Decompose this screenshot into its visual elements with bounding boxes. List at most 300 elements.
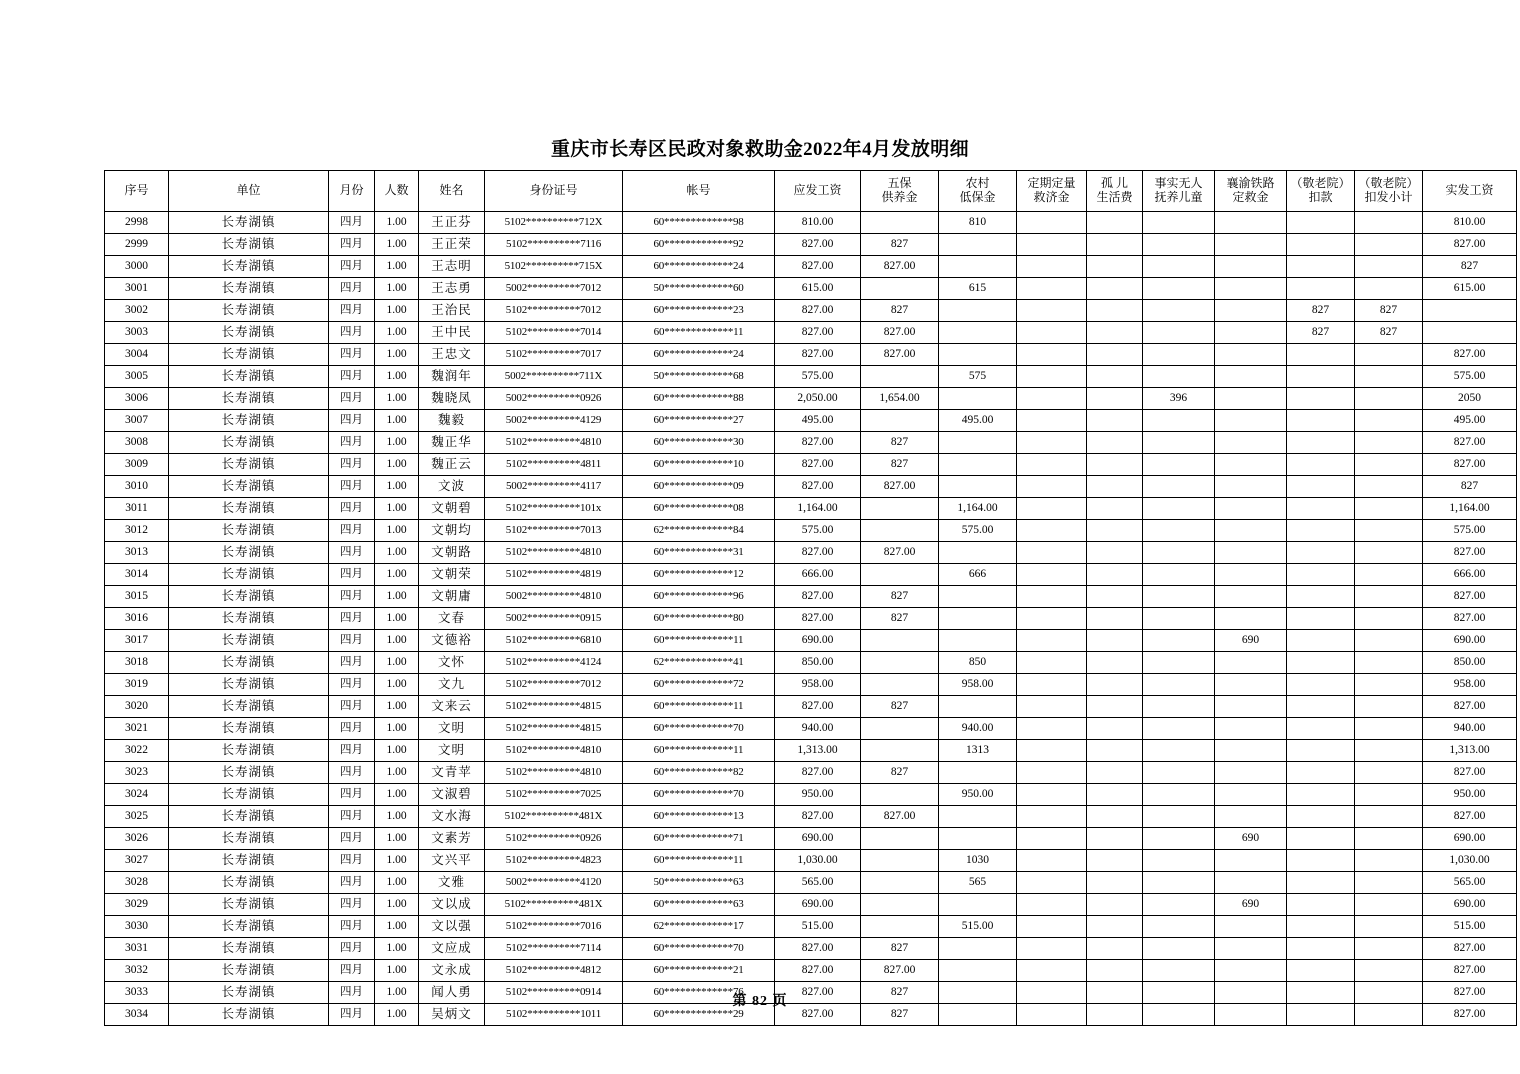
table-cell: 3007 bbox=[105, 410, 169, 432]
table-cell bbox=[939, 454, 1017, 476]
table-cell bbox=[1143, 828, 1215, 850]
table-cell: 四月 bbox=[329, 630, 375, 652]
table-cell: 3002 bbox=[105, 300, 169, 322]
table-cell: 60*************12 bbox=[623, 564, 775, 586]
table-cell bbox=[939, 344, 1017, 366]
table-row bbox=[105, 718, 1517, 740]
table-cell: 长寿湖镇 bbox=[169, 740, 329, 762]
table-cell: 1.00 bbox=[375, 872, 419, 894]
table-cell bbox=[1017, 476, 1087, 498]
table-cell: 四月 bbox=[329, 806, 375, 828]
table-cell bbox=[861, 366, 939, 388]
table-row bbox=[105, 938, 1517, 960]
table-cell bbox=[1143, 674, 1215, 696]
table-cell: 62*************41 bbox=[623, 652, 775, 674]
table-cell: 长寿湖镇 bbox=[169, 630, 329, 652]
table-cell: 827.00 bbox=[775, 322, 861, 344]
table-cell bbox=[1087, 850, 1143, 872]
table-cell: 5102**********4812 bbox=[485, 960, 623, 982]
table-cell: 690.00 bbox=[775, 828, 861, 850]
column-header-2 bbox=[329, 171, 375, 212]
table-cell: 1.00 bbox=[375, 784, 419, 806]
table-cell: 1,164.00 bbox=[939, 498, 1017, 520]
table-cell: 3015 bbox=[105, 586, 169, 608]
table-cell bbox=[1287, 586, 1355, 608]
table-cell bbox=[1087, 278, 1143, 300]
table-cell bbox=[1355, 212, 1423, 234]
table-cell: 60*************23 bbox=[623, 300, 775, 322]
table-cell: 魏晓凤 bbox=[419, 388, 485, 410]
table-cell bbox=[1017, 608, 1087, 630]
table-cell: 60*************80 bbox=[623, 608, 775, 630]
table-cell: 60*************11 bbox=[623, 322, 775, 344]
table-cell bbox=[861, 410, 939, 432]
table-cell: 1.00 bbox=[375, 410, 419, 432]
table-cell: 5102**********7014 bbox=[485, 322, 623, 344]
table-cell: 396 bbox=[1143, 388, 1215, 410]
table-cell bbox=[1287, 256, 1355, 278]
table-cell: 2999 bbox=[105, 234, 169, 256]
table-cell: 5102**********4810 bbox=[485, 542, 623, 564]
table-cell bbox=[1143, 366, 1215, 388]
table-cell bbox=[1143, 300, 1215, 322]
table-cell bbox=[1087, 784, 1143, 806]
table-cell bbox=[1215, 608, 1287, 630]
table-cell bbox=[1215, 476, 1287, 498]
table-cell: 3004 bbox=[105, 344, 169, 366]
table-cell bbox=[1355, 256, 1423, 278]
column-header-7 bbox=[775, 171, 861, 212]
table-cell: 四月 bbox=[329, 960, 375, 982]
table-cell: 3009 bbox=[105, 454, 169, 476]
table-cell: 827 bbox=[1287, 300, 1355, 322]
table-cell bbox=[939, 300, 1017, 322]
table-cell bbox=[939, 894, 1017, 916]
table-cell: 四月 bbox=[329, 388, 375, 410]
table-cell: 60*************24 bbox=[623, 256, 775, 278]
table-cell: 827.00 bbox=[775, 696, 861, 718]
table-cell bbox=[1287, 938, 1355, 960]
table-cell: 60*************21 bbox=[623, 960, 775, 982]
table-cell: 长寿湖镇 bbox=[169, 850, 329, 872]
table-cell: 文青苹 bbox=[419, 762, 485, 784]
table-cell: 5002**********711X bbox=[485, 366, 623, 388]
table-row bbox=[105, 762, 1517, 784]
table-cell: 3010 bbox=[105, 476, 169, 498]
table-cell: 690 bbox=[1215, 630, 1287, 652]
table-cell: 827.00 bbox=[861, 806, 939, 828]
table-cell bbox=[1355, 366, 1423, 388]
table-cell bbox=[1215, 674, 1287, 696]
table-cell: 文素芳 bbox=[419, 828, 485, 850]
table-cell bbox=[1017, 586, 1087, 608]
table-cell: 1.00 bbox=[375, 344, 419, 366]
table-cell: 四月 bbox=[329, 256, 375, 278]
table-cell: 文以强 bbox=[419, 916, 485, 938]
table-cell: 5102**********4815 bbox=[485, 718, 623, 740]
table-cell: 四月 bbox=[329, 828, 375, 850]
table-cell: 5102**********4810 bbox=[485, 432, 623, 454]
table-cell bbox=[861, 674, 939, 696]
table-cell: 827 bbox=[1355, 300, 1423, 322]
table-cell: 5102**********4823 bbox=[485, 850, 623, 872]
table-cell: 850 bbox=[939, 652, 1017, 674]
column-header-line: 事实无人 bbox=[1154, 176, 1203, 191]
table-cell bbox=[1087, 630, 1143, 652]
table-cell: 1.00 bbox=[375, 586, 419, 608]
table-cell bbox=[1287, 894, 1355, 916]
table-cell: 1,654.00 bbox=[861, 388, 939, 410]
column-header-10 bbox=[1017, 171, 1087, 212]
table-cell: 827.00 bbox=[861, 960, 939, 982]
table-cell: 827 bbox=[1423, 476, 1517, 498]
table-cell: 575 bbox=[939, 366, 1017, 388]
table-cell: 60*************11 bbox=[623, 740, 775, 762]
table-cell bbox=[1017, 256, 1087, 278]
table-cell bbox=[1017, 938, 1087, 960]
table-cell: 魏正云 bbox=[419, 454, 485, 476]
table-cell: 3025 bbox=[105, 806, 169, 828]
table-cell: 5102**********4811 bbox=[485, 454, 623, 476]
table-cell: 2050 bbox=[1423, 388, 1517, 410]
column-header-line: 低保金 bbox=[959, 190, 996, 204]
table-row bbox=[105, 520, 1517, 542]
table-cell: 文永成 bbox=[419, 960, 485, 982]
table-cell bbox=[1087, 718, 1143, 740]
table-cell bbox=[939, 630, 1017, 652]
table-cell bbox=[1017, 696, 1087, 718]
table-cell: 827.00 bbox=[861, 322, 939, 344]
table-cell: 长寿湖镇 bbox=[169, 718, 329, 740]
table-cell bbox=[1355, 938, 1423, 960]
column-header-line: 应发工资 bbox=[793, 183, 842, 198]
table-cell bbox=[861, 278, 939, 300]
table-cell bbox=[1287, 762, 1355, 784]
table-cell: 王治民 bbox=[419, 300, 485, 322]
table-cell: 690.00 bbox=[1423, 630, 1517, 652]
table-cell: 魏毅 bbox=[419, 410, 485, 432]
table-cell: 王志勇 bbox=[419, 278, 485, 300]
table-cell bbox=[1087, 696, 1143, 718]
column-header-line: 帐号 bbox=[686, 183, 711, 198]
table-cell: 62*************17 bbox=[623, 916, 775, 938]
table-cell: 文波 bbox=[419, 476, 485, 498]
table-header bbox=[105, 171, 1517, 212]
table-cell: 文兴平 bbox=[419, 850, 485, 872]
table-cell: 60*************11 bbox=[623, 696, 775, 718]
table-cell: 5102**********7116 bbox=[485, 234, 623, 256]
table-row bbox=[105, 784, 1517, 806]
table-cell: 1.00 bbox=[375, 762, 419, 784]
table-cell bbox=[1087, 828, 1143, 850]
table-cell bbox=[1087, 498, 1143, 520]
table-cell bbox=[1143, 256, 1215, 278]
table-cell bbox=[1355, 960, 1423, 982]
table-cell: 四月 bbox=[329, 234, 375, 256]
table-row bbox=[105, 476, 1517, 498]
table-cell bbox=[1017, 498, 1087, 520]
table-cell: 5102**********4124 bbox=[485, 652, 623, 674]
table-cell: 1.00 bbox=[375, 476, 419, 498]
table-cell: 长寿湖镇 bbox=[169, 344, 329, 366]
table-cell bbox=[1355, 850, 1423, 872]
column-header-line: （敬老院） bbox=[1290, 176, 1351, 191]
column-header-line: 姓名 bbox=[439, 183, 464, 198]
table-cell bbox=[861, 850, 939, 872]
table-cell: 940.00 bbox=[939, 718, 1017, 740]
table-cell: 827 bbox=[861, 586, 939, 608]
table-cell: 1.00 bbox=[375, 234, 419, 256]
table-cell bbox=[1355, 740, 1423, 762]
column-header-line: 月份 bbox=[339, 183, 364, 198]
table-cell bbox=[1287, 608, 1355, 630]
table-cell: 1,164.00 bbox=[775, 498, 861, 520]
table-cell: 1.00 bbox=[375, 960, 419, 982]
table-cell: 690.00 bbox=[1423, 828, 1517, 850]
table-cell bbox=[939, 256, 1017, 278]
table-cell bbox=[939, 608, 1017, 630]
table-cell bbox=[861, 498, 939, 520]
table-cell bbox=[1215, 960, 1287, 982]
column-header-line: 襄渝铁路 bbox=[1226, 176, 1275, 191]
table-cell: 5002**********7012 bbox=[485, 278, 623, 300]
table-cell bbox=[939, 234, 1017, 256]
table-cell: 长寿湖镇 bbox=[169, 652, 329, 674]
table-cell bbox=[1287, 784, 1355, 806]
table-cell: 5102**********7013 bbox=[485, 520, 623, 542]
table-cell bbox=[1017, 322, 1087, 344]
table-cell: 长寿湖镇 bbox=[169, 806, 329, 828]
table-cell bbox=[1087, 234, 1143, 256]
table-cell: 3034 bbox=[105, 1004, 169, 1026]
table-cell: 1,164.00 bbox=[1423, 498, 1517, 520]
table-cell: 575.00 bbox=[775, 520, 861, 542]
table-cell: 827.00 bbox=[1423, 608, 1517, 630]
table-cell: 长寿湖镇 bbox=[169, 498, 329, 520]
table-cell: 827 bbox=[861, 762, 939, 784]
table-cell bbox=[1215, 234, 1287, 256]
table-row bbox=[105, 542, 1517, 564]
table-cell bbox=[1017, 542, 1087, 564]
table-cell bbox=[1355, 784, 1423, 806]
table-cell bbox=[939, 806, 1017, 828]
table-cell bbox=[1087, 410, 1143, 432]
table-cell: 长寿湖镇 bbox=[169, 366, 329, 388]
table-cell: 827.00 bbox=[775, 586, 861, 608]
table-cell: 827.00 bbox=[1423, 586, 1517, 608]
table-cell bbox=[1087, 564, 1143, 586]
table-cell: 1.00 bbox=[375, 1004, 419, 1026]
table-cell bbox=[939, 696, 1017, 718]
table-cell: 60*************24 bbox=[623, 344, 775, 366]
table-cell: 50*************68 bbox=[623, 366, 775, 388]
table-cell: 1,030.00 bbox=[775, 850, 861, 872]
table-cell bbox=[1087, 366, 1143, 388]
table-cell: 940.00 bbox=[775, 718, 861, 740]
table-cell bbox=[1017, 234, 1087, 256]
table-cell bbox=[1215, 212, 1287, 234]
table-cell bbox=[1287, 432, 1355, 454]
table-cell: 四月 bbox=[329, 872, 375, 894]
page-title: 重庆市长寿区民政对象救助金2022年4月发放明细 bbox=[550, 139, 970, 160]
table-cell: 827.00 bbox=[1423, 1004, 1517, 1026]
table-cell: 长寿湖镇 bbox=[169, 982, 329, 1004]
table-cell: 60*************09 bbox=[623, 476, 775, 498]
table-cell bbox=[1355, 344, 1423, 366]
table-cell bbox=[1287, 674, 1355, 696]
column-header-line: 供养金 bbox=[881, 190, 918, 204]
table-cell: 长寿湖镇 bbox=[169, 542, 329, 564]
table-cell bbox=[1017, 278, 1087, 300]
table-cell: 5102**********7016 bbox=[485, 916, 623, 938]
table-cell bbox=[1287, 696, 1355, 718]
table-row bbox=[105, 894, 1517, 916]
table-cell: 3026 bbox=[105, 828, 169, 850]
table-cell: 长寿湖镇 bbox=[169, 608, 329, 630]
table-row bbox=[105, 344, 1517, 366]
table-cell bbox=[1215, 850, 1287, 872]
table-cell bbox=[1287, 278, 1355, 300]
table-cell: 王正芬 bbox=[419, 212, 485, 234]
table-cell: 827.00 bbox=[1423, 454, 1517, 476]
table-cell: 1,313.00 bbox=[1423, 740, 1517, 762]
column-header-line: 五保 bbox=[887, 176, 912, 191]
table-cell: 1.00 bbox=[375, 938, 419, 960]
table-cell: 3011 bbox=[105, 498, 169, 520]
table-cell: 四月 bbox=[329, 674, 375, 696]
table-cell bbox=[1143, 454, 1215, 476]
table-cell: 827 bbox=[861, 300, 939, 322]
table-cell: 827.00 bbox=[775, 454, 861, 476]
table-cell: 60*************88 bbox=[623, 388, 775, 410]
table-cell bbox=[1143, 960, 1215, 982]
table-cell bbox=[1355, 410, 1423, 432]
table-cell bbox=[1355, 652, 1423, 674]
table-cell: 827 bbox=[861, 982, 939, 1004]
table-cell: 827.00 bbox=[1423, 542, 1517, 564]
table-cell: 690 bbox=[1215, 828, 1287, 850]
table-cell: 1.00 bbox=[375, 388, 419, 410]
table-cell: 5102**********4810 bbox=[485, 762, 623, 784]
table-cell bbox=[1017, 630, 1087, 652]
table-cell: 文应成 bbox=[419, 938, 485, 960]
table-cell: 495.00 bbox=[775, 410, 861, 432]
table-row bbox=[105, 652, 1517, 674]
table-cell: 四月 bbox=[329, 410, 375, 432]
table-cell: 810 bbox=[939, 212, 1017, 234]
table-cell: 850.00 bbox=[1423, 652, 1517, 674]
table-cell: 文以成 bbox=[419, 894, 485, 916]
table-cell: 3014 bbox=[105, 564, 169, 586]
table-cell: 长寿湖镇 bbox=[169, 256, 329, 278]
table-cell bbox=[1143, 212, 1215, 234]
table-cell bbox=[1287, 344, 1355, 366]
table-cell: 60*************30 bbox=[623, 432, 775, 454]
table-cell bbox=[1287, 652, 1355, 674]
table-cell: 827.00 bbox=[1423, 938, 1517, 960]
table-row bbox=[105, 322, 1517, 344]
table-cell bbox=[1087, 322, 1143, 344]
table-cell: 515.00 bbox=[775, 916, 861, 938]
table-cell bbox=[1087, 476, 1143, 498]
table-cell bbox=[1287, 476, 1355, 498]
table-cell bbox=[1087, 938, 1143, 960]
table-cell: 575.00 bbox=[1423, 366, 1517, 388]
column-header-11 bbox=[1087, 171, 1143, 212]
table-cell bbox=[1143, 234, 1215, 256]
table-cell bbox=[1355, 234, 1423, 256]
table-cell bbox=[1087, 212, 1143, 234]
table-cell: 827.00 bbox=[775, 806, 861, 828]
table-cell: 60*************70 bbox=[623, 784, 775, 806]
table-cell: 1.00 bbox=[375, 564, 419, 586]
table-row bbox=[105, 212, 1517, 234]
table-cell: 3000 bbox=[105, 256, 169, 278]
table-cell: 495.00 bbox=[939, 410, 1017, 432]
table-cell: 魏润年 bbox=[419, 366, 485, 388]
table-cell bbox=[1215, 454, 1287, 476]
payment-detail-table bbox=[104, 170, 1517, 1026]
column-header-8 bbox=[861, 171, 939, 212]
table-cell: 495.00 bbox=[1423, 410, 1517, 432]
table-cell: 四月 bbox=[329, 476, 375, 498]
table-cell bbox=[1215, 498, 1287, 520]
table-row bbox=[105, 872, 1517, 894]
table-cell: 文雅 bbox=[419, 872, 485, 894]
table-cell bbox=[1355, 432, 1423, 454]
table-cell: 615 bbox=[939, 278, 1017, 300]
table-cell bbox=[1087, 608, 1143, 630]
table-cell: 60*************70 bbox=[623, 718, 775, 740]
table-cell: 575.00 bbox=[775, 366, 861, 388]
table-row bbox=[105, 432, 1517, 454]
table-row bbox=[105, 388, 1517, 410]
table-cell bbox=[1087, 740, 1143, 762]
table-cell: 827.00 bbox=[775, 982, 861, 1004]
table-cell bbox=[1143, 718, 1215, 740]
table-cell bbox=[1143, 564, 1215, 586]
table-cell: 四月 bbox=[329, 322, 375, 344]
table-cell: 长寿湖镇 bbox=[169, 762, 329, 784]
table-cell bbox=[1215, 762, 1287, 784]
table-cell: 1.00 bbox=[375, 322, 419, 344]
table-cell: 5002**********0915 bbox=[485, 608, 623, 630]
table-cell bbox=[1287, 916, 1355, 938]
table-cell: 3032 bbox=[105, 960, 169, 982]
table-cell: 515.00 bbox=[939, 916, 1017, 938]
table-cell: 827 bbox=[861, 432, 939, 454]
table-row bbox=[105, 410, 1517, 432]
table-cell: 长寿湖镇 bbox=[169, 1004, 329, 1026]
table-cell bbox=[1017, 652, 1087, 674]
table-cell: 1.00 bbox=[375, 300, 419, 322]
table-row bbox=[105, 454, 1517, 476]
table-cell bbox=[1215, 806, 1287, 828]
table-row bbox=[105, 586, 1517, 608]
table-cell: 3020 bbox=[105, 696, 169, 718]
table-cell: 827 bbox=[1287, 322, 1355, 344]
table-cell bbox=[1017, 872, 1087, 894]
table-cell: 3013 bbox=[105, 542, 169, 564]
table-cell: 60*************08 bbox=[623, 498, 775, 520]
table-cell bbox=[861, 784, 939, 806]
table-cell bbox=[1087, 652, 1143, 674]
table-cell: 5102**********4810 bbox=[485, 740, 623, 762]
table-cell: 827.00 bbox=[1423, 234, 1517, 256]
column-header-line: 抚养儿童 bbox=[1154, 190, 1203, 204]
table-cell: 5102**********712X bbox=[485, 212, 623, 234]
table-cell: 长寿湖镇 bbox=[169, 322, 329, 344]
